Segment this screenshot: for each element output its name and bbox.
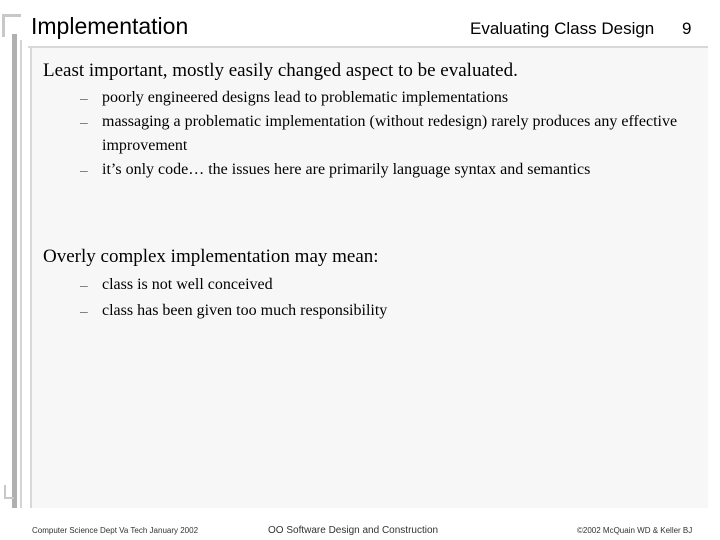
list-item-text: class is not well conceived xyxy=(102,276,273,293)
dash-bullet: – xyxy=(80,277,88,293)
page-number: 9 xyxy=(682,19,692,38)
list-item xyxy=(80,272,700,298)
list-item xyxy=(80,86,700,110)
list-item-text: massaging a problematic implementation (without redesign) rarely produces any effective improvement xyxy=(102,113,678,154)
list-item-text: poorly engineered designs lead to problematic implementations xyxy=(102,89,509,106)
dash-bullet: – xyxy=(80,90,88,106)
main-point-2: Overly complex implementation may mean: xyxy=(43,246,379,267)
section-title: Evaluating Class Design xyxy=(470,19,655,38)
footer-affiliation: Computer Science Dept Va Tech January 2002 xyxy=(32,526,199,535)
list-item xyxy=(80,298,700,324)
slide-title: Implementation xyxy=(31,13,189,39)
sub-list-2 xyxy=(80,272,700,324)
sub-list-1 xyxy=(80,86,700,182)
frame-left-bar xyxy=(12,34,17,508)
list-item-text: class has been given too much responsibility xyxy=(102,302,388,319)
footer-copyright: ©2002 McQuain WD & Keller BJ xyxy=(577,526,693,535)
list-item-text: it’s only code… the issues here are primarily language syntax and semantics xyxy=(102,161,591,178)
dash-bullet: – xyxy=(80,162,88,178)
list-item xyxy=(80,110,692,158)
frame-bottom-corner-dash xyxy=(4,497,14,499)
frame-left-bar-thin xyxy=(20,40,22,508)
list-item xyxy=(80,158,700,182)
dash-bullet: – xyxy=(80,114,88,130)
footer-course: OO Software Design and Construction xyxy=(268,525,439,536)
dash-bullet: – xyxy=(80,303,88,319)
main-point-1: Least important, mostly easily changed aspect to be evaluated. xyxy=(43,60,518,81)
